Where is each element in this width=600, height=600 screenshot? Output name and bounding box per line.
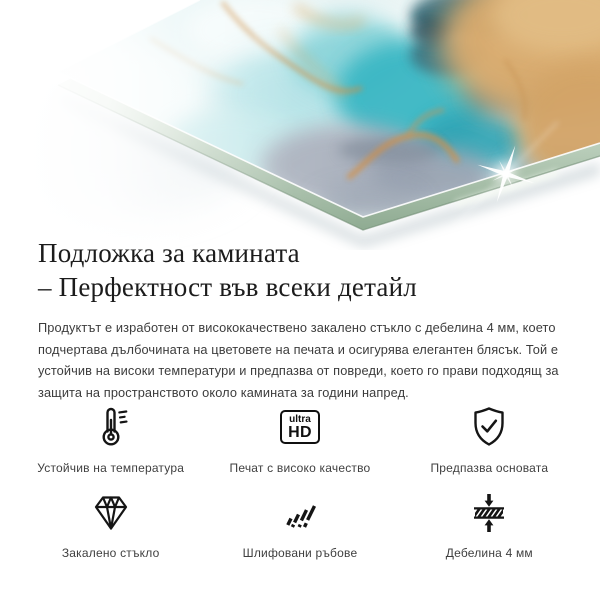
ultra-hd-icon	[280, 402, 320, 452]
thermometer-icon	[87, 402, 135, 452]
feature-temperature	[16, 402, 205, 475]
diamond-icon	[87, 487, 135, 537]
feature-label: Устойчив на температура	[37, 461, 185, 475]
thickness-4mm-icon	[465, 487, 513, 537]
feature-polished-edges	[205, 487, 394, 560]
feature-print-quality	[205, 402, 394, 475]
polished-edges-icon	[276, 487, 324, 537]
product-description: Продуктът е изработен от висококачествено закалено стъкло с дебелина 4 мм, което подчертава дълбочината на цветовете на печата и осигурява елегантен блясък. Той е устойчив на високи температури и предпазва от повреди, което го прави подходящ за защита на пространството около камината за години напред.	[38, 320, 559, 400]
page-title-line1: Подложка за камината	[38, 238, 300, 268]
product-photo	[0, 0, 600, 250]
feature-protection	[395, 402, 584, 475]
glass-panel-image	[0, 0, 600, 250]
ultra-hd-text-top: ultra	[289, 414, 311, 425]
feature-thickness	[395, 487, 584, 560]
feature-label: Дебелина 4 мм	[445, 546, 533, 560]
feature-label: Предпазва основата	[430, 461, 549, 475]
feature-label: Закалено стъкло	[61, 546, 160, 560]
product-info-section	[38, 236, 568, 403]
page-title	[38, 236, 568, 304]
ultra-hd-text-bottom: HD	[288, 424, 312, 441]
feature-label: Шлифовани ръбове	[242, 546, 358, 560]
feature-tempered-glass	[16, 487, 205, 560]
page-title-line2: – Перфектност във всеки детайл	[38, 272, 417, 302]
feature-grid	[16, 402, 584, 560]
shield-check-icon	[465, 402, 513, 452]
feature-label: Печат с високо качество	[229, 461, 371, 475]
